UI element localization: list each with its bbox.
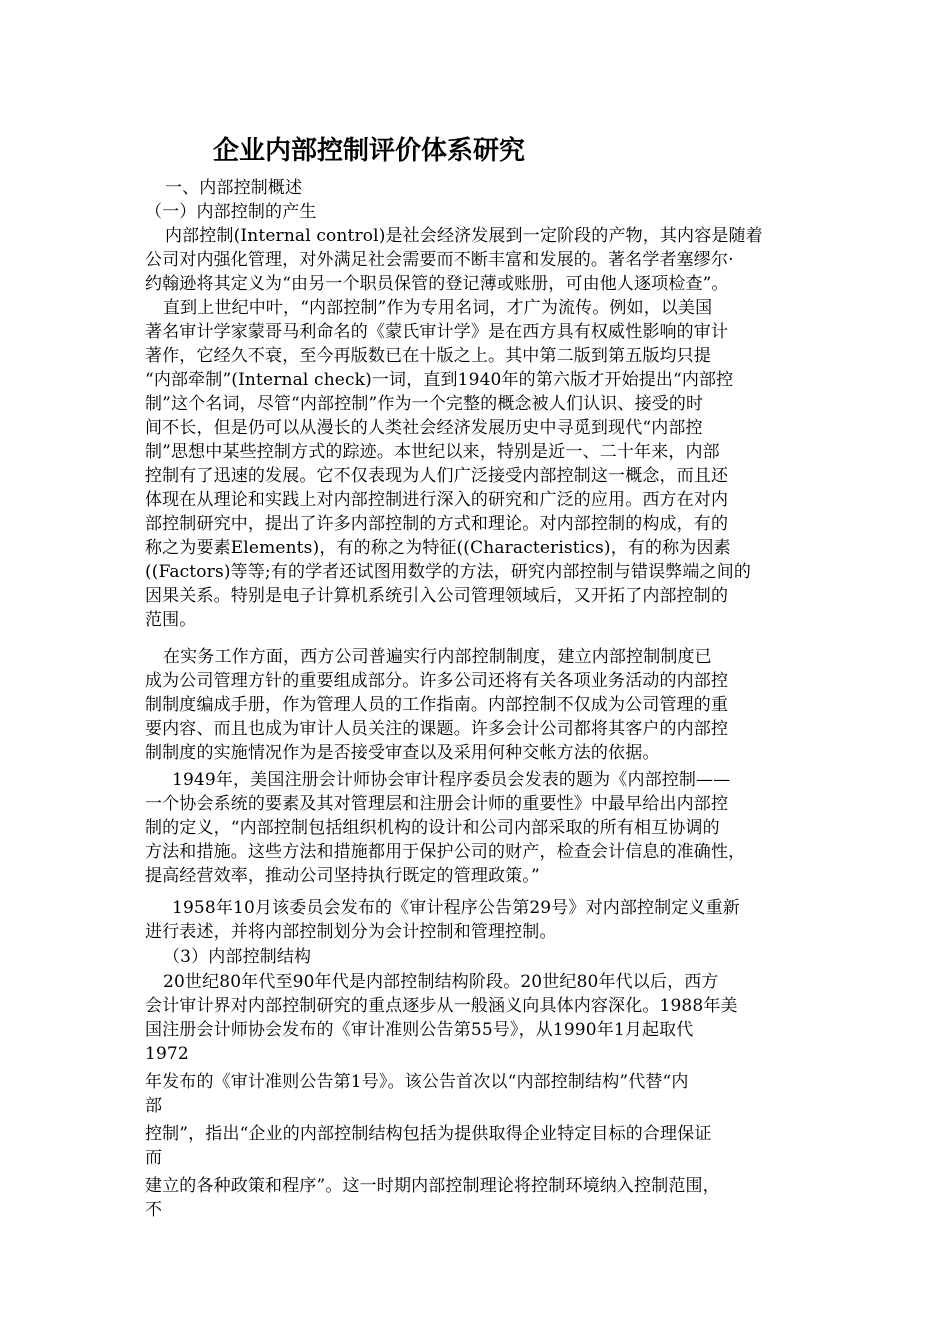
- paragraph-line: （3）内部控制结构: [163, 947, 312, 967]
- paragraph-line: 体现在从理论和实践上对内部控制进行深入的研究和广泛的应用。西方在对内: [145, 490, 729, 510]
- paragraph-line: 制制度的实施情况作为是否接受审查以及采用何种交帐方法的依据。: [145, 743, 660, 763]
- paragraph-line: 1972: [145, 1044, 189, 1064]
- paragraph-line: 建立的各种政策和程序”。这一时期内部控制理论将控制环境纳入控制范围，: [145, 1176, 720, 1196]
- paragraph-line: 国注册会计师协会发布的《审计准则公告第55号》，从1990年1月起取代: [145, 1020, 694, 1040]
- paragraph-line: ((Factors)等等;有的学者还试图用数学的方法，研究内部控制与错误弊端之间的: [145, 562, 751, 582]
- paragraph-line: 范围。: [145, 610, 197, 630]
- document-title: 企业内部控制评价体系研究: [213, 136, 526, 166]
- paragraph-line: 一、内部控制概述: [165, 178, 303, 198]
- paragraph-line: 年发布的《审计准则公告第1号》。该公告首次以“内部控制结构”代替“内: [145, 1072, 689, 1092]
- paragraph-line: 直到上世纪中叶，“内部控制”作为专用名词，才广为流传。例如，以美国: [163, 298, 713, 318]
- paragraph-line: 提高经营效率，推动公司坚持执行既定的管理政策。”: [145, 866, 540, 886]
- paragraph-line: 进行表述，并将内部控制划分为会计控制和管理控制。: [145, 922, 557, 942]
- paragraph-line: 公司对内强化管理，对外满足社会需要而不断丰富和发展的。著名学者塞缪尔·: [145, 250, 734, 270]
- paragraph-line: 因果关系。特别是电子计算机系统引入公司管理领域后，又开拓了内部控制的: [145, 586, 729, 606]
- paragraph-line: 控制有了迅速的发展。它不仅表现为人们广泛接受内部控制这一概念，而且还: [145, 466, 729, 486]
- paragraph-line: 20世纪80年代至90年代是内部控制结构阶段。20世纪80年代以后，西方: [163, 972, 719, 992]
- paragraph-line: 在实务工作方面，西方公司普遍实行内部控制制度，建立内部控制制度已: [163, 647, 712, 667]
- paragraph-line: 部: [145, 1096, 163, 1116]
- paragraph-line: 制制度编成手册，作为管理人员的工作指南。内部控制不仅成为公司管理的重: [145, 695, 729, 715]
- paragraph-line: “内部牵制”(Internal check)一词，直到1940年的第六版才开始提出“内部控: [145, 370, 734, 390]
- paragraph-line: 制的定义，“内部控制包括组织机构的设计和公司内部采取的所有相互协调的: [145, 818, 720, 838]
- paragraph-line: 要内容、而且也成为审计人员关注的课题。许多会计公司都将其客户的内部控: [145, 719, 729, 739]
- paragraph-line: 1958年10月该委员会发布的《审计程序公告第29号》对内部控制定义重新: [172, 898, 740, 918]
- paragraph-line: 著作，它经久不衰，至今再版数已在十版之上。其中第二版到第五版均只提: [145, 346, 711, 366]
- paragraph-line: 方法和措施。这些方法和措施都用于保护公司的财产，检查会计信息的准确性，: [145, 842, 746, 862]
- paragraph-line: 制”这个名词，尽管“内部控制”作为一个完整的概念被人们认识、接受的时: [145, 394, 704, 414]
- paragraph-line: 称之为要素Elements)，有的称之为特征((Characteristics)，有的称为因素: [145, 538, 731, 558]
- paragraph-line: 不: [145, 1200, 163, 1220]
- paragraph-line: 内部控制(Internal control)是社会经济发展到一定阶段的产物，其内容是随着: [165, 226, 763, 246]
- paragraph-line: 成为公司管理方针的重要组成部分。许多公司还将有关各项业务活动的内部控: [145, 671, 729, 691]
- paragraph-line: 约翰逊将其定义为“由另一个职员保管的登记薄或账册，可由他人逐项检查”。: [145, 274, 729, 294]
- paragraph-line: 1949年，美国注册会计师协会审计程序委员会发表的题为《内部控制——: [172, 770, 731, 790]
- paragraph-line: 而: [145, 1148, 163, 1168]
- paragraph-line: 制”思想中某些控制方式的踪迹。本世纪以来，特别是近一、二十年来，内部: [145, 442, 720, 462]
- paragraph-line: 著名审计学家蒙哥马利命名的《蒙氏审计学》是在西方具有权威性影响的审计: [145, 322, 729, 342]
- paragraph-line: 控制”，指出“企业的内部控制结构包括为提供取得企业特定目标的合理保证: [145, 1124, 712, 1144]
- paragraph-line: 会计审计界对内部控制研究的重点逐步从一般涵义向具体内容深化。1988年美: [145, 996, 738, 1016]
- paragraph-line: 一个协会系统的要素及其对管理层和注册会计师的重要性》中最早给出内部控: [145, 794, 729, 814]
- paragraph-line: 间不长，但是仍可以从漫长的人类社会经济发展历史中寻觅到现代“内部控: [145, 418, 703, 438]
- paragraph-line: （一）内部控制的产生: [145, 202, 317, 222]
- paragraph-line: 部控制研究中，提出了许多内部控制的方式和理论。对内部控制的构成，有的: [145, 514, 729, 534]
